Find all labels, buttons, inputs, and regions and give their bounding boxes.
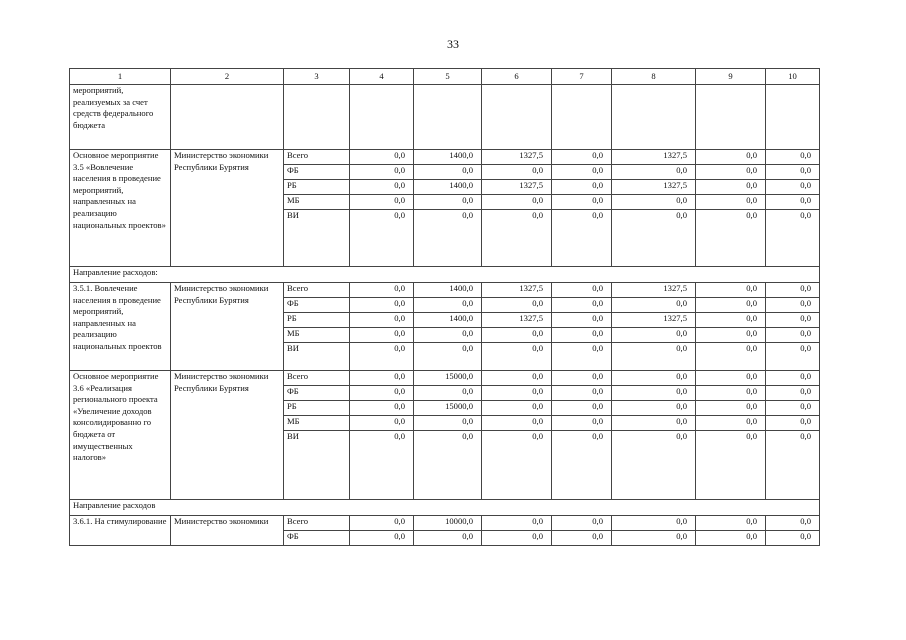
value-cell: 15000,0	[414, 401, 482, 416]
empty-cell	[766, 85, 820, 150]
value-cell: 1400,0	[414, 313, 482, 328]
value-cell: 0,0	[696, 531, 766, 546]
header-cell: 3	[284, 69, 350, 85]
value-cell: 1400,0	[414, 180, 482, 195]
value-cell: 0,0	[482, 516, 552, 531]
executor-name: Министерство экономики Республики Бурятия	[171, 371, 284, 500]
value-cell: 0,0	[766, 313, 820, 328]
header-cell: 6	[482, 69, 552, 85]
value-cell: 0,0	[482, 165, 552, 180]
section-row	[70, 267, 820, 283]
value-cell: 0,0	[414, 343, 482, 371]
value-cell: 0,0	[766, 371, 820, 386]
value-cell: 0,0	[766, 531, 820, 546]
section-label: Направление расходов	[70, 500, 820, 516]
value-cell: 0,0	[350, 165, 414, 180]
value-cell: 0,0	[552, 416, 612, 431]
value-cell: 0,0	[612, 431, 696, 500]
value-cell: 0,0	[350, 431, 414, 500]
value-cell: 0,0	[766, 343, 820, 371]
value-cell: 0,0	[414, 210, 482, 267]
value-cell: 0,0	[350, 401, 414, 416]
table-body	[70, 69, 820, 546]
table-row	[70, 150, 820, 165]
funding-source: ВИ	[284, 431, 350, 500]
value-cell: 0,0	[696, 313, 766, 328]
value-cell: 0,0	[696, 516, 766, 531]
page-number: 33	[447, 37, 459, 51]
funding-source: ФБ	[284, 531, 350, 546]
value-cell: 0,0	[612, 298, 696, 313]
value-cell: 0,0	[552, 180, 612, 195]
value-cell: 1327,5	[482, 180, 552, 195]
value-cell: 1327,5	[612, 283, 696, 298]
empty-cell	[482, 85, 552, 150]
header-cell: 5	[414, 69, 482, 85]
value-cell: 0,0	[350, 283, 414, 298]
funding-source: МБ	[284, 195, 350, 210]
empty-cell	[552, 85, 612, 150]
value-cell: 0,0	[552, 195, 612, 210]
header-cell: 8	[612, 69, 696, 85]
header-cell: 9	[696, 69, 766, 85]
value-cell: 0,0	[696, 283, 766, 298]
budget-table	[69, 68, 820, 546]
value-cell: 1327,5	[612, 180, 696, 195]
value-cell: 0,0	[766, 283, 820, 298]
value-cell: 0,0	[552, 165, 612, 180]
table-row	[70, 516, 820, 531]
value-cell: 0,0	[414, 531, 482, 546]
value-cell: 0,0	[766, 180, 820, 195]
value-cell: 0,0	[552, 516, 612, 531]
funding-source: ФБ	[284, 165, 350, 180]
funding-source: Всего	[284, 150, 350, 165]
value-cell: 0,0	[350, 298, 414, 313]
funding-source: Всего	[284, 283, 350, 298]
value-cell: 0,0	[350, 531, 414, 546]
value-cell: 0,0	[482, 386, 552, 401]
value-cell: 0,0	[414, 328, 482, 343]
measure-name: 3.5.1. Вовлечение населения в проведение мероприятий, направленных на реализацию национальных проектов	[70, 283, 171, 371]
value-cell: 0,0	[612, 165, 696, 180]
funding-source: ВИ	[284, 210, 350, 267]
header-cell: 7	[552, 69, 612, 85]
measure-name: Основное мероприятие 3.6 «Реализация регионального проекта «Увеличение доходов консолидированно го бюджета от имущественных налогов»	[70, 371, 171, 500]
value-cell: 0,0	[552, 283, 612, 298]
funding-source: РБ	[284, 313, 350, 328]
funding-source: Всего	[284, 516, 350, 531]
value-cell: 1327,5	[482, 150, 552, 165]
value-cell: 0,0	[350, 313, 414, 328]
funding-source: ФБ	[284, 298, 350, 313]
value-cell: 0,0	[552, 343, 612, 371]
value-cell: 0,0	[696, 298, 766, 313]
funding-source: Всего	[284, 371, 350, 386]
value-cell: 0,0	[552, 210, 612, 267]
value-cell: 0,0	[696, 195, 766, 210]
value-cell: 0,0	[482, 531, 552, 546]
value-cell: 0,0	[482, 371, 552, 386]
measure-name: Основное мероприятие 3.5 «Вовлечение населения в проведение мероприятий, направленных на реализацию национальных проектов»	[70, 150, 171, 267]
funding-source: МБ	[284, 328, 350, 343]
value-cell: 0,0	[612, 343, 696, 371]
value-cell: 0,0	[766, 165, 820, 180]
value-cell: 0,0	[414, 386, 482, 401]
header-cell: 2	[171, 69, 284, 85]
value-cell: 0,0	[552, 313, 612, 328]
value-cell: 0,0	[350, 343, 414, 371]
header-cell: 4	[350, 69, 414, 85]
value-cell: 0,0	[350, 328, 414, 343]
value-cell: 0,0	[552, 431, 612, 500]
value-cell: 0,0	[482, 343, 552, 371]
value-cell: 0,0	[696, 431, 766, 500]
value-cell: 0,0	[766, 386, 820, 401]
value-cell: 0,0	[696, 180, 766, 195]
section-label: Направление расходов:	[70, 267, 820, 283]
value-cell: 0,0	[766, 401, 820, 416]
value-cell: 0,0	[696, 210, 766, 267]
value-cell: 0,0	[552, 298, 612, 313]
value-cell: 0,0	[766, 328, 820, 343]
value-cell: 0,0	[612, 386, 696, 401]
value-cell: 15000,0	[414, 371, 482, 386]
value-cell: 0,0	[612, 401, 696, 416]
value-cell: 0,0	[482, 210, 552, 267]
continuation-row	[70, 85, 820, 150]
header-cell: 10	[766, 69, 820, 85]
empty-cell	[171, 85, 284, 150]
empty-cell	[696, 85, 766, 150]
empty-cell	[414, 85, 482, 150]
section-row	[70, 500, 820, 516]
value-cell: 0,0	[350, 386, 414, 401]
value-cell: 1327,5	[482, 283, 552, 298]
funding-source: ФБ	[284, 386, 350, 401]
value-cell: 0,0	[612, 210, 696, 267]
value-cell: 0,0	[350, 210, 414, 267]
value-cell: 0,0	[696, 165, 766, 180]
value-cell: 0,0	[482, 401, 552, 416]
executor-name: Министерство экономики Республики Бурятия	[171, 150, 284, 267]
value-cell: 0,0	[696, 416, 766, 431]
value-cell: 0,0	[766, 210, 820, 267]
value-cell: 0,0	[414, 431, 482, 500]
value-cell: 0,0	[482, 328, 552, 343]
value-cell: 1327,5	[612, 313, 696, 328]
table-row	[70, 371, 820, 386]
funding-source: МБ	[284, 416, 350, 431]
executor-name: Министерство экономики Республики Бурятия	[171, 283, 284, 371]
value-cell: 10000,0	[414, 516, 482, 531]
value-cell: 0,0	[350, 150, 414, 165]
value-cell: 1327,5	[612, 150, 696, 165]
table-row	[70, 283, 820, 298]
value-cell: 0,0	[612, 416, 696, 431]
value-cell: 0,0	[696, 371, 766, 386]
value-cell: 1327,5	[482, 313, 552, 328]
value-cell: 0,0	[414, 165, 482, 180]
value-cell: 0,0	[552, 531, 612, 546]
value-cell: 0,0	[696, 343, 766, 371]
funding-source: ВИ	[284, 343, 350, 371]
value-cell: 0,0	[552, 150, 612, 165]
value-cell: 0,0	[482, 416, 552, 431]
empty-cell	[612, 85, 696, 150]
value-cell: 0,0	[350, 371, 414, 386]
value-cell: 0,0	[766, 298, 820, 313]
value-cell: 1400,0	[414, 283, 482, 298]
value-cell: 0,0	[414, 416, 482, 431]
value-cell: 0,0	[350, 516, 414, 531]
value-cell: 0,0	[766, 150, 820, 165]
header-row	[70, 69, 820, 85]
continuation-text: мероприятий, реализуемых за счет средств федерального бюджета	[70, 85, 171, 150]
value-cell: 0,0	[696, 150, 766, 165]
value-cell: 0,0	[696, 386, 766, 401]
value-cell: 0,0	[350, 416, 414, 431]
value-cell: 0,0	[482, 298, 552, 313]
funding-source: РБ	[284, 180, 350, 195]
empty-cell	[350, 85, 414, 150]
value-cell: 0,0	[350, 180, 414, 195]
value-cell: 0,0	[552, 401, 612, 416]
value-cell: 0,0	[482, 195, 552, 210]
value-cell: 0,0	[612, 195, 696, 210]
value-cell: 0,0	[414, 298, 482, 313]
value-cell: 0,0	[552, 386, 612, 401]
value-cell: 0,0	[766, 195, 820, 210]
value-cell: 0,0	[766, 416, 820, 431]
empty-cell	[284, 85, 350, 150]
value-cell: 0,0	[552, 371, 612, 386]
value-cell: 0,0	[696, 328, 766, 343]
value-cell: 0,0	[766, 516, 820, 531]
value-cell: 0,0	[612, 516, 696, 531]
value-cell: 0,0	[766, 431, 820, 500]
value-cell: 1400,0	[414, 150, 482, 165]
value-cell: 0,0	[612, 328, 696, 343]
value-cell: 0,0	[350, 195, 414, 210]
value-cell: 0,0	[552, 328, 612, 343]
executor-name: Министерство экономики	[171, 516, 284, 546]
value-cell: 0,0	[612, 371, 696, 386]
value-cell: 0,0	[696, 401, 766, 416]
value-cell: 0,0	[482, 431, 552, 500]
funding-source: РБ	[284, 401, 350, 416]
header-cell: 1	[70, 69, 171, 85]
value-cell: 0,0	[414, 195, 482, 210]
value-cell: 0,0	[612, 531, 696, 546]
measure-name: 3.6.1. На стимулирование	[70, 516, 171, 546]
